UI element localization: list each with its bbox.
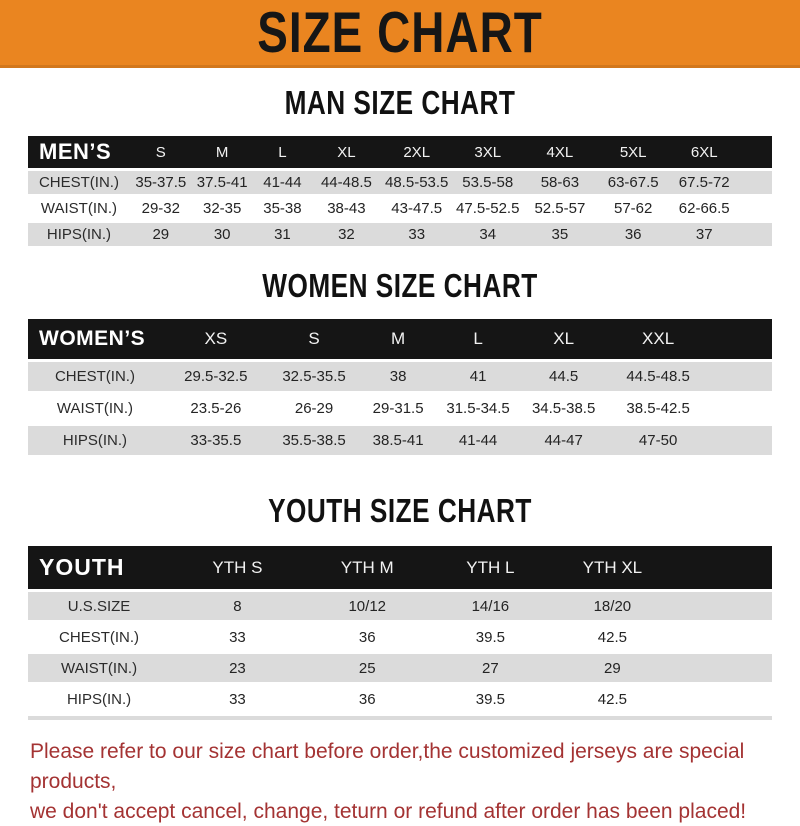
spacer-cell — [707, 319, 772, 359]
size-cell: 35 — [523, 223, 597, 246]
table-header-row — [28, 319, 772, 359]
size-cell: 38-43 — [312, 197, 380, 220]
size-cell: 35-38 — [253, 197, 313, 220]
size-cell: 63-67.5 — [597, 171, 669, 194]
size-cell: 29-31.5 — [358, 394, 438, 423]
column-header: M — [192, 136, 253, 168]
size-cell: 14/16 — [430, 592, 551, 620]
footer-line-1: Please refer to our size chart before order,the customized jerseys are special products, — [30, 740, 745, 793]
table-row — [28, 394, 772, 423]
size-cell: 47-50 — [609, 426, 707, 455]
column-header: XL — [312, 136, 380, 168]
footer-line-2: we don't accept cancel, change, teturn or refund after order has been placed! — [30, 799, 747, 823]
size-cell: 30 — [192, 223, 253, 246]
size-cell: 31 — [253, 223, 313, 246]
footer-disclaimer — [0, 737, 800, 826]
size-cell: 34.5-38.5 — [518, 394, 609, 423]
column-header: XS — [162, 319, 270, 359]
size-cell: 35.5-38.5 — [270, 426, 359, 455]
spacer-cell — [674, 546, 772, 589]
size-cell: 47.5-52.5 — [453, 197, 523, 220]
size-cell: 57-62 — [597, 197, 669, 220]
column-header: 2XL — [381, 136, 453, 168]
size-cell: 42.5 — [551, 623, 674, 651]
column-header: YTH XL — [551, 546, 674, 589]
spacer-cell — [739, 223, 772, 246]
table-header-label: WOMEN’S — [28, 319, 162, 359]
table-row — [28, 623, 772, 651]
men-size-table — [28, 133, 772, 249]
size-cell: 29 — [130, 223, 192, 246]
column-header: S — [130, 136, 192, 168]
column-header: XXL — [609, 319, 707, 359]
size-cell: 39.5 — [430, 685, 551, 713]
size-cell: 23 — [170, 654, 305, 682]
youth-size-table — [28, 543, 772, 720]
spacer-cell — [674, 654, 772, 682]
size-cell: 29.5-32.5 — [162, 362, 270, 391]
size-cell: 38.5-42.5 — [609, 394, 707, 423]
size-cell: 67.5-72 — [669, 171, 739, 194]
section-women-size-chart — [0, 267, 800, 458]
column-header: 3XL — [453, 136, 523, 168]
size-cell: 29 — [551, 654, 674, 682]
size-cell: 33 — [170, 685, 305, 713]
row-label: WAIST(IN.) — [28, 654, 170, 682]
column-header: L — [438, 319, 518, 359]
column-header: S — [270, 319, 359, 359]
spacer-cell — [739, 136, 772, 168]
row-label: CHEST(IN.) — [28, 362, 162, 391]
size-cell: 34 — [453, 223, 523, 246]
size-cell: 29-32 — [130, 197, 192, 220]
table-row — [28, 197, 772, 220]
row-label: U.S.SIZE — [28, 592, 170, 620]
size-cell: 62-66.5 — [669, 197, 739, 220]
size-cell: 36 — [305, 685, 430, 713]
table-row — [28, 654, 772, 682]
table-header-label: MEN’S — [28, 136, 130, 168]
row-label: WAIST(IN.) — [28, 394, 162, 423]
size-cell: 48.5-53.5 — [381, 171, 453, 194]
size-cell: 33-35.5 — [162, 426, 270, 455]
table-header-label: YOUTH — [28, 546, 170, 589]
spacer-cell — [739, 197, 772, 220]
size-cell: 53.5-58 — [453, 171, 523, 194]
column-header: XL — [518, 319, 609, 359]
table-row — [28, 171, 772, 194]
table-row — [28, 685, 772, 713]
size-cell: 18/20 — [551, 592, 674, 620]
column-header: 4XL — [523, 136, 597, 168]
size-cell: 33 — [170, 623, 305, 651]
size-cell: 31.5-34.5 — [438, 394, 518, 423]
size-cell: 42.5 — [551, 685, 674, 713]
banner — [0, 0, 800, 68]
row-label: HIPS(IN.) — [28, 223, 130, 246]
row-label: CHEST(IN.) — [28, 623, 170, 651]
women-size-table — [28, 316, 772, 458]
size-cell: 44-47 — [518, 426, 609, 455]
size-cell: 38.5-41 — [358, 426, 438, 455]
table-header-row — [28, 546, 772, 589]
size-cell: 44-48.5 — [312, 171, 380, 194]
banner-title: SIZE CHART — [257, 0, 543, 65]
size-cell: 25 — [305, 654, 430, 682]
size-cell: 35-37.5 — [130, 171, 192, 194]
table-header-row — [28, 136, 772, 168]
section-men-size-chart — [0, 84, 800, 249]
size-cell: 52.5-57 — [523, 197, 597, 220]
women-section-title: WOMEN SIZE CHART — [262, 267, 538, 305]
size-cell: 41-44 — [253, 171, 313, 194]
spacer-cell — [674, 592, 772, 620]
size-cell: 38 — [358, 362, 438, 391]
men-section-title: MAN SIZE CHART — [284, 84, 516, 122]
row-label: CHEST(IN.) — [28, 171, 130, 194]
size-cell: 23.5-26 — [162, 394, 270, 423]
spacer-cell — [707, 394, 772, 423]
size-cell: 37 — [669, 223, 739, 246]
size-cell: 32 — [312, 223, 380, 246]
spacer-cell — [674, 623, 772, 651]
size-cell: 32.5-35.5 — [270, 362, 359, 391]
size-cell: 26-29 — [270, 394, 359, 423]
spacer-cell — [707, 426, 772, 455]
spacer-cell — [739, 171, 772, 194]
youth-section-title: YOUTH SIZE CHART — [268, 492, 532, 530]
size-cell: 37.5-41 — [192, 171, 253, 194]
size-cell: 10/12 — [305, 592, 430, 620]
column-header: L — [253, 136, 313, 168]
size-cell: 58-63 — [523, 171, 597, 194]
size-cell: 36 — [305, 623, 430, 651]
spacer-cell — [707, 362, 772, 391]
row-label: WAIST(IN.) — [28, 197, 130, 220]
table-row — [28, 592, 772, 620]
spacer-cell — [674, 685, 772, 713]
size-cell: 8 — [170, 592, 305, 620]
size-cell: 36 — [597, 223, 669, 246]
size-cell: 41 — [438, 362, 518, 391]
column-header: YTH M — [305, 546, 430, 589]
size-cell: 32-35 — [192, 197, 253, 220]
size-cell: 44.5 — [518, 362, 609, 391]
column-header: YTH L — [430, 546, 551, 589]
size-cell: 27 — [430, 654, 551, 682]
table-row — [28, 362, 772, 391]
column-header: M — [358, 319, 438, 359]
section-youth-size-chart — [0, 492, 800, 720]
column-header: 6XL — [669, 136, 739, 168]
column-header: YTH S — [170, 546, 305, 589]
size-cell: 41-44 — [438, 426, 518, 455]
column-header: 5XL — [597, 136, 669, 168]
size-cell: 39.5 — [430, 623, 551, 651]
size-cell: 33 — [381, 223, 453, 246]
table-row — [28, 426, 772, 455]
row-label: HIPS(IN.) — [28, 426, 162, 455]
table-row — [28, 223, 772, 246]
size-cell: 43-47.5 — [381, 197, 453, 220]
row-label: HIPS(IN.) — [28, 685, 170, 713]
size-cell: 44.5-48.5 — [609, 362, 707, 391]
